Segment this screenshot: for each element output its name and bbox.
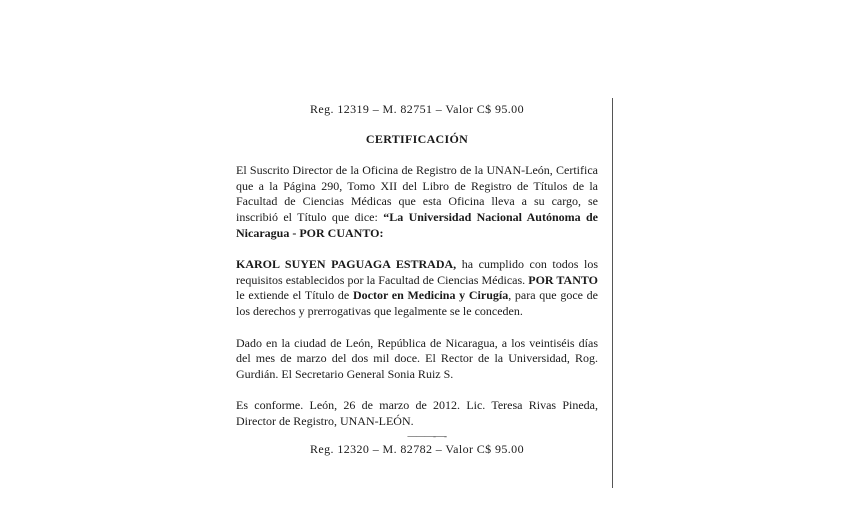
paragraph-1-bold-text: “La Universidad Nacional Autónoma de Nicaragua - POR CUANTO: — [236, 209, 599, 240]
paragraph-2-text-1: ha cumplido con todos los requisitos establecidos por la Facultad de Ciencias Médicas. — [236, 257, 598, 287]
certification-paragraph-2 — [236, 257, 598, 319]
degree-name: Doctor en Medicina y Cirugía — [352, 288, 509, 303]
paragraph-2-text-3: , para que goce de los derechos y prerrogativas que legalmente se le conceden. — [236, 288, 598, 318]
certification-paragraph-4: Es conforme. León, 26 de marzo de 2012. Lic. Teresa Rivas Pineda, Director de Registro, UNAN-LEÓN. — [236, 398, 598, 428]
certification-title: CERTIFICACIÓN — [365, 131, 469, 146]
certification-paragraph-1 — [236, 163, 598, 241]
paragraph-1-text: El Suscrito Director de la Oficina de Registro de la UNAN-León, Certifica que a la Página 290, Tomo XII del Libro de Registro de Títulos de la Facultad de Ciencias Médicas que esta Oficina lleva a su cargo, se inscribió el Título que dice: — [236, 163, 598, 224]
graduate-name: KAROL SUYEN PAGUAGA ESTRADA, — [236, 257, 457, 272]
separator-dashes: ———-—- — [407, 430, 447, 441]
column-divider-line — [612, 98, 613, 488]
por-tanto-text: POR TANTO — [528, 272, 598, 287]
certification-paragraph-3: Dado en la ciudad de León, República de Nicaragua, a los veintiséis días del mes de marzo del dos mil doce. El Rector de la Universidad, Rog. Gurdián. El Secretario General Sonia Ruiz S. — [236, 335, 598, 381]
registration-header: Reg. 12319 – M. 82751 – Valor C$ 95.00 — [310, 102, 524, 116]
paragraph-2-text-2: le extiende el Título de — [236, 288, 353, 303]
registration-footer: Reg. 12320 – M. 82782 – Valor C$ 95.00 — [310, 441, 524, 456]
notice-column — [236, 102, 598, 457]
